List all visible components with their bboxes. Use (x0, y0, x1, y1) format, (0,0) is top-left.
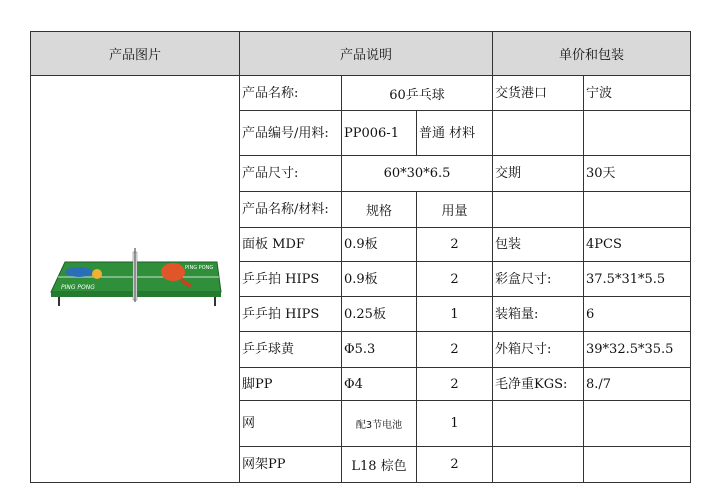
row-label: 脚PP (240, 368, 342, 401)
paddle-right (161, 263, 185, 281)
header-product-description: 产品说明 (240, 32, 493, 76)
pack-label: 装箱量: (493, 297, 584, 332)
qty-value: 2 (417, 262, 493, 297)
pack-label (493, 447, 584, 483)
table-logo-left: PING PONG (61, 284, 95, 291)
pack-label: 外箱尺寸: (493, 332, 584, 368)
product-image-cell (31, 76, 240, 483)
ping-pong-table-image (45, 234, 225, 324)
pack-value: 37.5*31*5.5 (584, 262, 691, 297)
pack-label: 彩盒尺寸: (493, 262, 584, 297)
qty-value: 普通 材料 (417, 111, 493, 156)
qty-value: 2 (417, 332, 493, 368)
spec-value: Φ5.3 (342, 332, 417, 368)
row-label: 乒乒拍 HIPS (240, 262, 342, 297)
pack-value (584, 111, 691, 156)
qty-value: 1 (417, 297, 493, 332)
pack-label (493, 401, 584, 447)
product-size-value: 60*30*6.5 (342, 156, 493, 192)
pack-value (584, 192, 691, 228)
table-row (31, 76, 691, 111)
row-label: 乒乒拍 HIPS (240, 297, 342, 332)
row-label: 网架PP (240, 447, 342, 483)
qty-value: 2 (417, 368, 493, 401)
header-price-packaging: 单价和包装 (493, 32, 691, 76)
product-spec-table (30, 31, 691, 483)
pack-label: 交货港口 (493, 76, 584, 111)
spec-value: 0.9板 (342, 228, 417, 262)
row-label: 产品名称/材料: (240, 192, 342, 228)
spec-value: Φ4 (342, 368, 417, 401)
pack-label (493, 111, 584, 156)
spec-value: 0.9板 (342, 262, 417, 297)
spec-value: 配3节电池 (342, 401, 417, 447)
pack-value (584, 447, 691, 483)
paddle-left (65, 267, 93, 277)
spec-value: PP006-1 (342, 111, 417, 156)
header-product-image: 产品图片 (31, 32, 240, 76)
row-label: 产品编号/用料: (240, 111, 342, 156)
pack-value: 4PCS (584, 228, 691, 262)
pack-value: 39*32.5*35.5 (584, 332, 691, 368)
row-label: 面板 MDF (240, 228, 342, 262)
pack-value: 6 (584, 297, 691, 332)
pack-value: 30天 (584, 156, 691, 192)
pack-label: 交期 (493, 156, 584, 192)
pack-label: 毛净重KGS: (493, 368, 584, 401)
row-label: 产品名称: (240, 76, 342, 111)
header-row (31, 32, 691, 76)
pack-value (584, 401, 691, 447)
pack-label (493, 192, 584, 228)
row-label: 乒乒球黄 (240, 332, 342, 368)
ball (92, 269, 102, 279)
table-logo-right: PING PONG (185, 265, 214, 271)
spec-value: 0.25板 (342, 297, 417, 332)
pack-label: 包装 (493, 228, 584, 262)
pack-value: 宁波 (584, 76, 691, 111)
product-name-value: 60乒乓球 (342, 76, 493, 111)
spec-value: L18 棕色 (342, 447, 417, 483)
qty-value: 2 (417, 228, 493, 262)
qty-header: 用量 (417, 192, 493, 228)
qty-value: 1 (417, 401, 493, 447)
row-label: 网 (240, 401, 342, 447)
row-label: 产品尺寸: (240, 156, 342, 192)
spec-header: 规格 (342, 192, 417, 228)
qty-value: 2 (417, 447, 493, 483)
pack-value: 8./7 (584, 368, 691, 401)
